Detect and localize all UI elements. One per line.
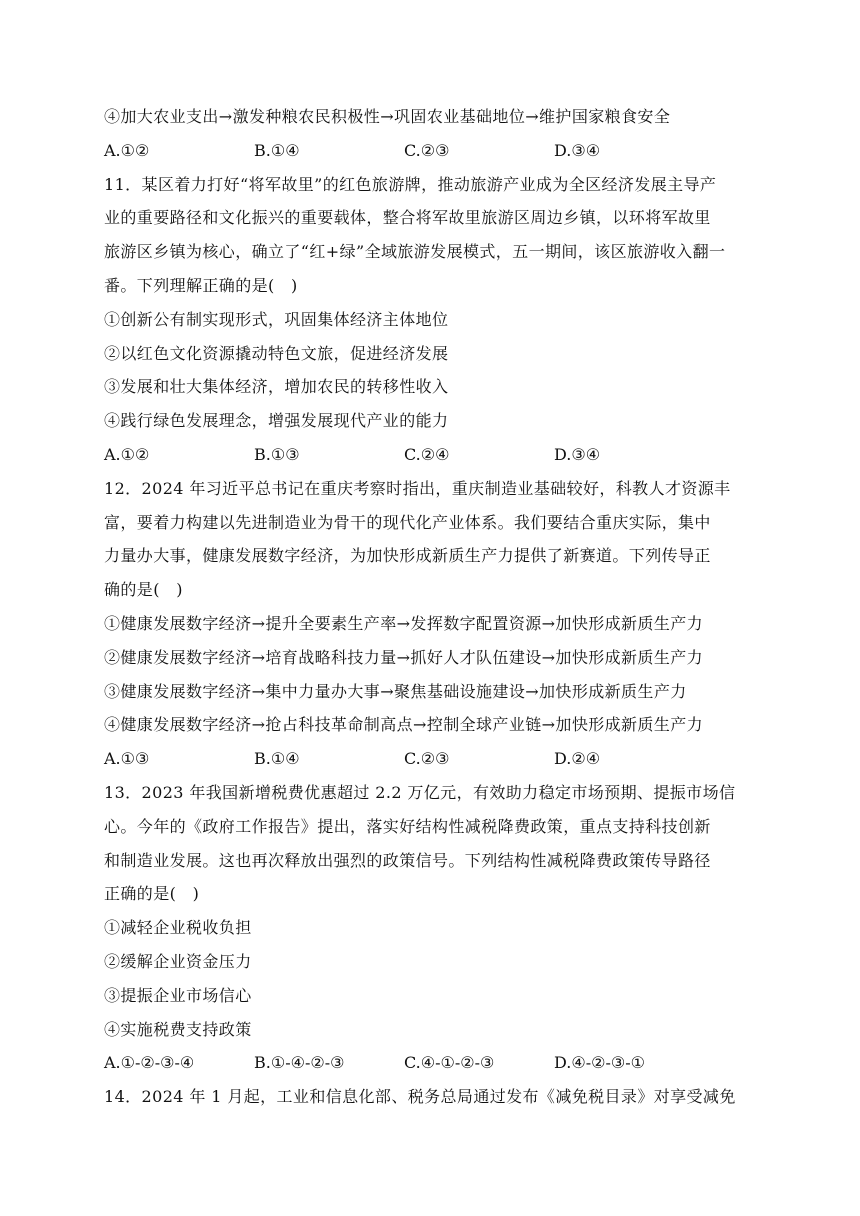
q11-stem-line: 番。下列理解正确的是( ) [104, 275, 298, 295]
q10-item-4: ④加大农业支出→激发种粮农民积极性→巩固农业基础地位→维护国家粮食安全 [104, 107, 671, 126]
q10-option-a: A.①② [104, 140, 150, 160]
q12-stem-line: 确的是( ) [104, 580, 183, 600]
q13-stem-line: 正确的是( ) [104, 884, 200, 904]
q14-stem-line: 14．2024 年 1 月起，工业和信息化部、税务总局通过发布《减免税目录》对享受减免 [104, 1087, 736, 1107]
q10-option-d: D.③④ [554, 140, 601, 160]
q13-stem-line: 13．2023 年我国新增税费优惠超过 2.2 万亿元，有效助力稳定市场预期、提振市场信 [104, 782, 736, 802]
exam-page [104, 100, 754, 1114]
q11-item-2: ②以红色文化资源撬动特色文旅，促进经济发展 [104, 343, 449, 363]
q12-option-b: B.①④ [254, 749, 300, 769]
q12-item-3: ③健康发展数字经济→集中力量办大事→聚焦基础设施建设→加快形成新质生产力 [104, 681, 687, 701]
q12-item-2: ②健康发展数字经济→培育战略科技力量→抓好人才队伍建设→加快形成新质生产力 [104, 647, 704, 667]
q13-options [104, 1046, 754, 1080]
q12-options [104, 742, 754, 776]
q12-option-c: C.②③ [404, 749, 450, 769]
q11-stem-line: 旅游区乡镇为核心，确立了“红+绿”全域旅游发展模式，五一期间，该区旅游收入翻一 [104, 242, 726, 262]
q13-stem-line: 心。今年的《政府工作报告》提出，落实好结构性减税降费政策，重点支持科技创新 [104, 816, 711, 836]
q12-stem-line: 12．2024 年习近平总书记在重庆考察时指出，重庆制造业基础较好，科教人才资源丰 [104, 478, 731, 498]
q13-option-c: C.④-①-②-③ [404, 1053, 495, 1073]
q11-options [104, 438, 754, 472]
q10-options [104, 134, 754, 168]
q13-stem-line: 和制造业发展。这也再次释放出强烈的政策信号。下列结构性减税降费政策传导路径 [104, 850, 711, 870]
q10-option-b: B.①④ [254, 140, 300, 160]
q12-stem-line: 富，要着力构建以先进制造业为骨干的现代化产业体系。我们要结合重庆实际，集中 [104, 512, 711, 532]
q12-option-d: D.②④ [554, 749, 601, 769]
q13-option-a: A.①-②-③-④ [104, 1053, 195, 1073]
q13-item-2: ②缓解企业资金压力 [104, 951, 252, 971]
q11-item-4: ④践行绿色发展理念，增强发展现代产业的能力 [104, 411, 449, 431]
q11-option-b: B.①③ [254, 444, 300, 464]
q12-stem-line: 力量办大事，健康发展数字经济，为加快形成新质生产力提供了新赛道。下列传导正 [104, 546, 711, 566]
q11-stem-line: 业的重要路径和文化振兴的重要载体，整合将军故里旅游区周边乡镇，以环将军故里 [104, 208, 711, 228]
q13-option-b: B.①-④-②-③ [254, 1053, 345, 1073]
q12-option-a: A.①③ [104, 749, 150, 769]
q12-item-1: ①健康发展数字经济→提升全要素生产率→发挥数字配置资源→加快形成新质生产力 [104, 613, 704, 633]
q11-option-a: A.①② [104, 444, 150, 464]
q13-item-4: ④实施税费支持政策 [104, 1019, 252, 1039]
q10-option-c: C.②③ [404, 140, 450, 160]
q11-option-c: C.②④ [404, 444, 450, 464]
q13-item-1: ①减轻企业税收负担 [104, 918, 252, 938]
q11-item-1: ①创新公有制实现形式，巩固集体经济主体地位 [104, 309, 449, 329]
q11-option-d: D.③④ [554, 444, 601, 464]
q13-option-d: D.④-②-③-① [554, 1053, 645, 1073]
q11-stem-line: 11．某区着力打好“将军故里”的红色旅游牌，推动旅游产业成为全区经济发展主导产 [104, 174, 717, 194]
q13-item-3: ③提振企业市场信心 [104, 985, 252, 1005]
q11-item-3: ③发展和壮大集体经济，增加农民的转移性收入 [104, 377, 449, 397]
q12-item-4: ④健康发展数字经济→抢占科技革命制高点→控制全球产业链→加快形成新质生产力 [104, 715, 704, 735]
